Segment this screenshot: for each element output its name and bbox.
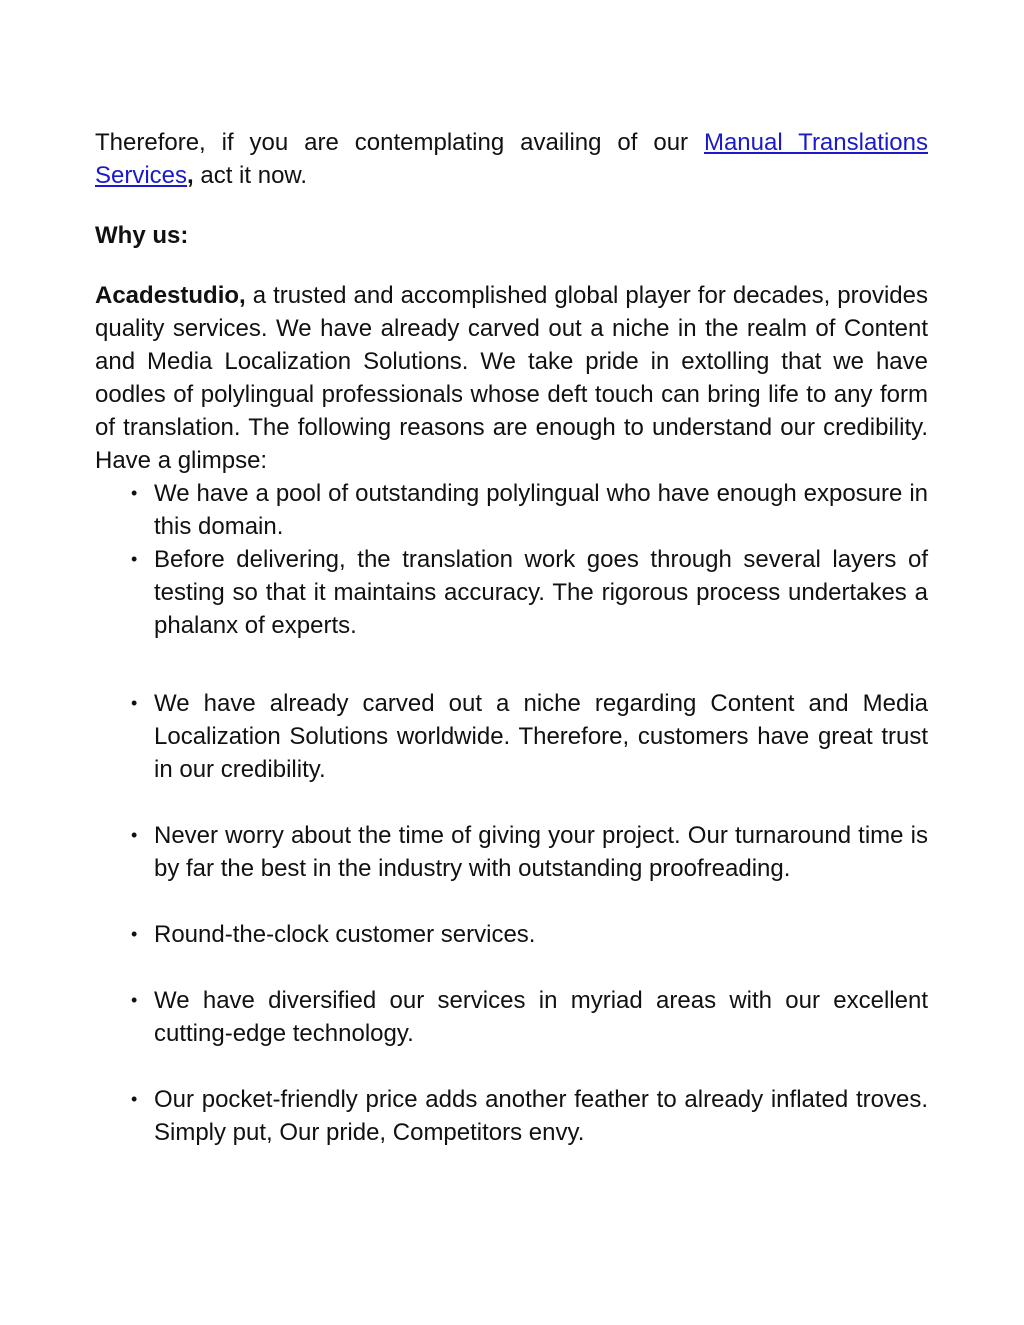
about-paragraph — [95, 279, 928, 477]
list-item-text: Before delivering, the translation work goes through several layers of testing so that it maintains accuracy. The rigorous process undertakes a phalanx of experts. — [154, 546, 928, 639]
intro-text-end: act it now. — [193, 162, 308, 189]
list-item — [95, 477, 928, 543]
manual-translations-services-link[interactable]: Manual Translations Services — [95, 129, 928, 189]
intro-comma: , — [187, 162, 194, 189]
list-item — [95, 687, 928, 786]
bullet-icon: • — [131, 825, 138, 845]
list-item — [95, 819, 928, 885]
list-item-text: We have a pool of outstanding polylingual who have enough exposure in this domain. — [154, 480, 928, 540]
list-item — [95, 543, 928, 642]
bullet-icon: • — [131, 1089, 138, 1109]
about-text: a trusted and accomplished global player for decades, provides quality services. We have already carved out a niche in the realm of Content and Media Localization Solutions. We take pride in extolling that we have oodles of polylingual professionals whose deft touch can bring life to any form of translation. The following reasons are enough to understand our credibility. Have a glimpse: — [95, 282, 928, 474]
list-item — [95, 918, 928, 951]
bullet-icon: • — [131, 924, 138, 944]
bullet-icon: • — [131, 693, 138, 713]
list-item-text: Round-the-clock customer services. — [154, 921, 536, 948]
intro-paragraph — [95, 126, 928, 192]
list-item-text: Our pocket-friendly price adds another feather to already inflated troves. Simply put, Our pride, Competitors envy. — [154, 1086, 928, 1146]
company-name: Acadestudio, — [95, 282, 246, 309]
intro-text: Therefore, if you are contemplating availing of our — [95, 129, 704, 156]
reasons-list — [95, 477, 928, 1149]
list-item-text: We have already carved out a niche regarding Content and Media Localization Solutions worldwide. Therefore, customers have great trust in our credibility. — [154, 690, 928, 783]
bullet-icon: • — [131, 990, 138, 1010]
list-item — [95, 1083, 928, 1149]
list-item — [95, 984, 928, 1050]
list-item-text: Never worry about the time of giving your project. Our turnaround time is by far the best in the industry with outstanding proofreading. — [154, 822, 928, 882]
list-item-text: We have diversified our services in myriad areas with our excellent cutting-edge technology. — [154, 987, 928, 1047]
bullet-icon: • — [131, 549, 138, 569]
why-us-heading: Why us: — [95, 222, 189, 249]
document-page — [95, 126, 928, 1149]
bullet-icon: • — [131, 483, 138, 503]
